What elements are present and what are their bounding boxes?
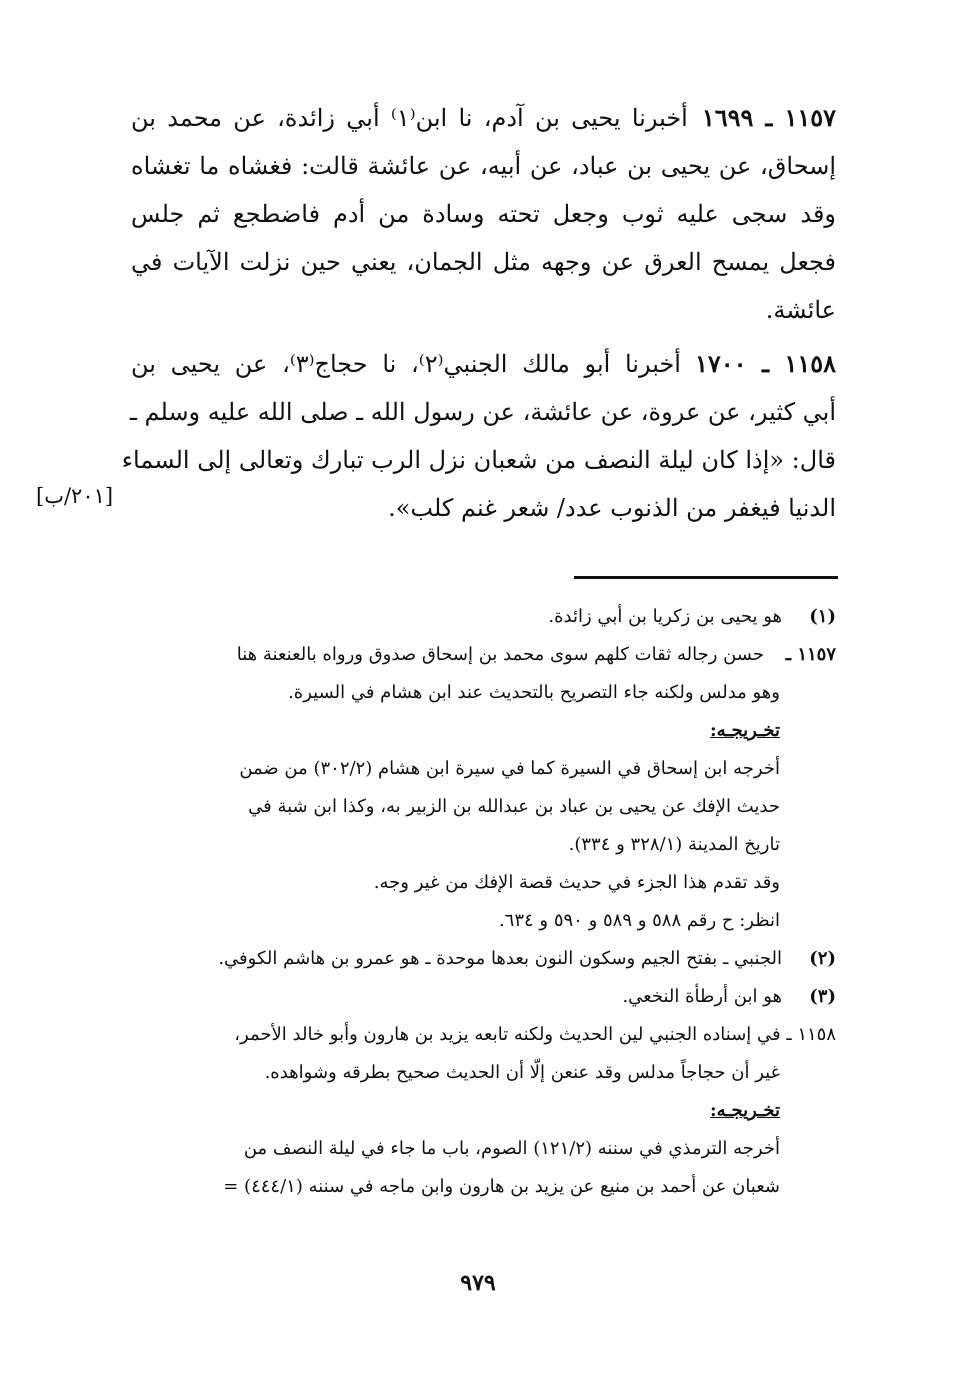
note-1158-takhrij-line-1: أخرجه الترمذي في سننه (١٢١/٢) الصوم، باب ما جاء في ليلة النصف من xyxy=(243,1138,780,1159)
manuscript-folio-note: [٢٠١/ب] xyxy=(36,484,114,508)
note-1157-takhrij-line-5: انظر: ح رقم ٥٨٨ و ٥٨٩ و ٥٩٠ و ٦٣٤. xyxy=(498,910,780,931)
note-1157-takhrij-line-2: حديث الإفك عن يحيى بن عباد بن عبدالله بن الزبير به، وكذا ابن شبة في xyxy=(248,796,780,817)
takhrij-heading-1: تخـريجـه: xyxy=(709,720,780,741)
entry-1157-line-2: إسحاق، عن يحيى بن عباد، عن أبيه، عن عائشة قالت: فغشاه ما تغشاه xyxy=(131,152,836,180)
footnote-3-marker: (٣) xyxy=(809,986,836,1007)
footnote-2-text: الجنبي ـ بفتح الجيم وسكون النون بعدها موحدة ـ هو عمرو بن هاشم الكوفي. xyxy=(218,948,782,969)
entry-1157-number: ١١٥٧ ـ ١٦٩٩ xyxy=(701,103,836,132)
note-1157-marker: ١١٥٧ ـ xyxy=(785,644,836,665)
note-1157-takhrij-line-1: أخرجه ابن إسحاق في السيرة كما في سيرة ابن هشام (٣٠٢/٢) من ضمن xyxy=(239,758,780,779)
footnote-separator xyxy=(574,576,838,579)
page-number: ٩٧٩ xyxy=(460,1270,496,1296)
entry-1158-line-2: أبي كثير، عن عروة، عن عائشة، عن رسول الله ـ صلى الله عليه وسلم ـ xyxy=(129,398,836,426)
entry-1157-line-1: ١١٥٧ ـ ١٦٩٩أخبرنا يحيى بن آدم، نا ابن⁽١⁾ أبي زائدة، عن محمد بن xyxy=(131,103,836,132)
footnote-2-marker: (٢) xyxy=(809,948,836,969)
entry-1157-line-5: عائشة. xyxy=(765,296,836,324)
footnote-3-text: هو ابن أرطأة النخعي. xyxy=(622,986,782,1007)
entry-1157-line-4: فجعل يمسح العرق عن وجهه مثل الجمان، يعني حين نزلت الآيات في xyxy=(131,248,836,276)
entry-1157-line-3: وقد سجى عليه ثوب وجعل تحته وسادة من أدم فاضطجع ثم جلس xyxy=(131,200,837,228)
entry-1158-line-4: الدنيا فيغفر من الذنوب عدد/ شعر غنم كلب». xyxy=(388,494,836,522)
note-1158-takhrij-line-2: شعبان عن أحمد بن منيع عن يزيد بن هارون وابن ماجه في سننه (٤٤٤/١) = xyxy=(223,1176,780,1197)
entry-1158-number: ١١٥٨ ـ ١٧٠٠ xyxy=(694,349,837,378)
entry-1158-line-1: ١١٥٨ ـ ١٧٠٠أخبرنا أبو مالك الجنبي⁽٢⁾، نا حجاج⁽٣⁾، عن يحيى بن xyxy=(131,349,837,378)
note-1157-line-1: حسن رجاله ثقات كلهم سوى محمد بن إسحاق صدوق ورواه بالعنعنة هنا xyxy=(236,644,764,665)
note-1157-takhrij-line-3: تاريخ المدينة (٣٢٨/١ و ٣٣٤). xyxy=(568,834,780,855)
note-1158-line-2: غير أن حجاجاً مدلس وقد عنعن إلّا أن الحديث صحيح بطرقه وشواهده. xyxy=(264,1062,780,1083)
footnote-1-text: هو يحيى بن زكريا بن أبي زائدة. xyxy=(548,606,782,627)
note-1158-line-1: ١١٥٨ ـ في إسناده الجنبي لين الحديث ولكنه تابعه يزيد بن هارون وأبو خالد الأحمر، xyxy=(234,1024,836,1045)
footnote-1-marker: (١) xyxy=(809,606,836,627)
entry-1158-line-3: قال: «إذا كان ليلة النصف من شعبان نزل الرب تبارك وتعالى إلى السماء xyxy=(121,446,836,474)
takhrij-heading-2: تخـريجـه: xyxy=(709,1100,780,1121)
note-1157-takhrij-line-4: وقد تقدم هذا الجزء في حديث قصة الإفك من غير وجه. xyxy=(373,872,780,893)
note-1157-line-2: وهو مدلس ولكنه جاء التصريح بالتحديث عند ابن هشام في السيرة. xyxy=(288,682,780,703)
